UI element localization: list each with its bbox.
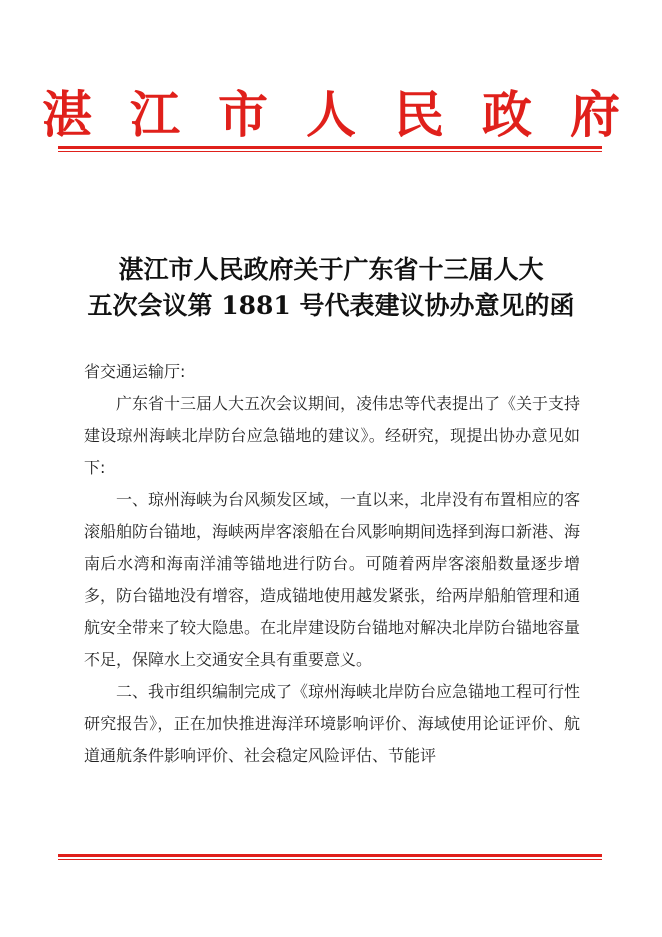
document-title-line-1: 湛江市人民政府关于广东省十三届人大 — [118, 255, 544, 284]
footer-rule-thick — [58, 854, 602, 857]
paragraph-point-2: 二、我市组织编制完成了《琼州海峡北岸防台应急锚地工程可行性研究报告》，正在加快推进海洋环境影响评价、海域使用论证评价、航道通航条件影响评价、社会稳定风险评估、节能评 — [84, 682, 581, 765]
footer-rule-thin — [58, 859, 602, 860]
paragraph-point-1: 一、琼州海峡为台风频发区域，一直以来，北岸没有布置相应的客滚船舶防台锚地，海峡两岸客滚船在台风影响期间选择到海口新港、海南后水湾和海南洋浦等锚地进行防台。可随着两岸客滚船数量逐步增多，防台锚地没有增容，造成锚地使用越发紧张，给两岸船舶管理和通航安全带来了较大隐患。在北岸建设防台锚地对解决北岸防台锚地容量不足，保障水上交通安全具有重要意义。 — [84, 490, 581, 669]
document-title — [80, 252, 582, 324]
document-title-line-2: 五次会议第 1881 号代表建议协办意见的函 — [87, 291, 575, 320]
masthead-rule-thick — [58, 146, 602, 149]
document-body — [84, 356, 580, 772]
paragraph-intro: 广东省十三届人大五次会议期间，凌伟忠等代表提出了《关于支持建设琼州海峡北岸防台应急锚地的建议》。经研究，现提出协办意见如下: — [84, 394, 581, 477]
salutation: 省交通运输厅: — [84, 362, 186, 381]
masthead-rule-thin — [58, 151, 602, 152]
masthead-title: 湛江市人民政府 — [42, 85, 658, 144]
